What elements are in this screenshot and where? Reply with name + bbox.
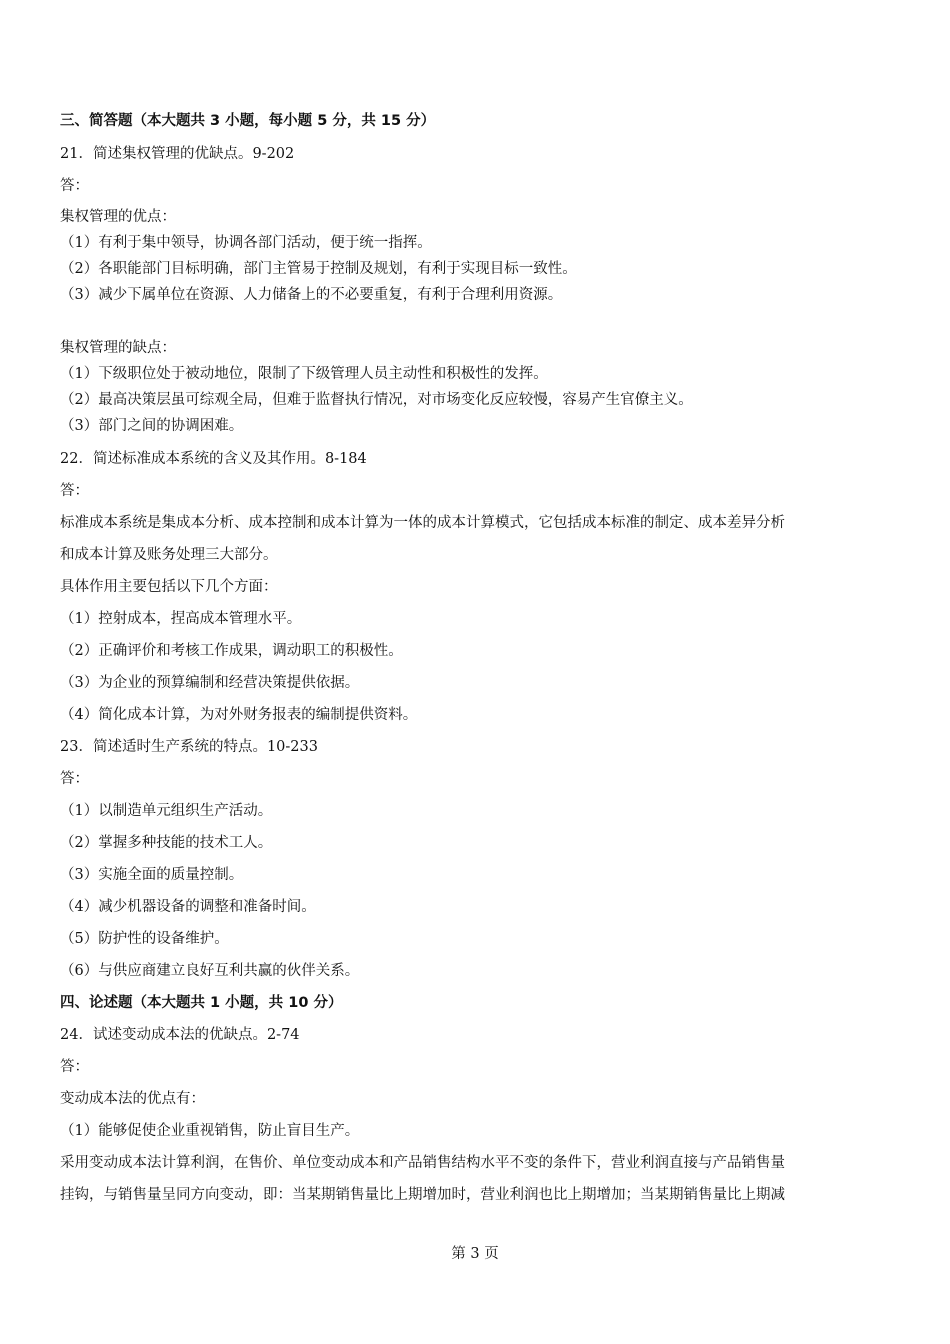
q23-point-item: （3）实施全面的质量控制。 xyxy=(60,867,244,883)
q21-cons-heading: 集权管理的缺点： xyxy=(60,340,176,356)
q23-point-item: （6）与供应商建立良好互利共赢的伙伴关系。 xyxy=(60,963,360,979)
q24-pros-heading: 变动成本法的优点有： xyxy=(60,1091,205,1107)
q21-pro-item: （2）各职能部门目标明确，部门主管易于控制及规划，有利于实现目标一致性。 xyxy=(60,261,577,277)
question-22-answer-label: 答： xyxy=(60,483,89,499)
q22-function-item: （4）简化成本计算，为对外财务报表的编制提供资料。 xyxy=(60,707,418,723)
q24-paragraph-line: 采用变动成本法计算利润，在售价、单位变动成本和产品销售结构水平不变的条件下，营业利润直接与产品销售量 xyxy=(60,1155,785,1171)
q21-pro-item: （3）减少下属单位在资源、人力储备上的不必要重复，有利于合理利用资源。 xyxy=(60,287,563,303)
question-23-answer-label: 答： xyxy=(60,771,89,787)
q22-function-item: （1）控射成本，捏高成本管理水平。 xyxy=(60,611,302,627)
section-3-heading: 三、简答题（本大题共 3 小题，每小题 5 分，共 15 分） xyxy=(60,113,436,129)
q22-definition-line: 标准成本系统是集成本分析、成本控制和成本计算为一体的成本计算模式，它包括成本标准的制定、成本差异分析 xyxy=(60,515,785,531)
q21-con-item: （3）部门之间的协调困难。 xyxy=(60,418,244,434)
q22-function-item: （2）正确评价和考核工作成果，调动职工的积极性。 xyxy=(60,643,403,659)
question-23-title: 23．简述适时生产系统的特点。10-233 xyxy=(60,739,318,755)
question-21-answer-label: 答： xyxy=(60,178,89,194)
q23-point-item: （1）以制造单元组织生产活动。 xyxy=(60,803,273,819)
q24-point-item: （1）能够促使企业重视销售，防止盲目生产。 xyxy=(60,1123,360,1139)
q23-point-item: （5）防护性的设备维护。 xyxy=(60,931,229,947)
question-24-answer-label: 答： xyxy=(60,1059,89,1075)
section-4-heading: 四、论述题（本大题共 1 小题，共 10 分） xyxy=(60,995,343,1011)
q21-pro-item: （1）有利于集中领导，协调各部门活动，便于统一指挥。 xyxy=(60,235,432,251)
q21-con-item: （2）最高决策层虽可综观全局，但难于监督执行情况，对市场变化反应较慢，容易产生官僚主义。 xyxy=(60,392,693,408)
page-number: 第 3 页 xyxy=(451,1246,499,1262)
question-21-title: 21．简述集权管理的优缺点。9-202 xyxy=(60,146,295,162)
q22-function-item: （3）为企业的预算编制和经营决策提供依据。 xyxy=(60,675,360,691)
q22-functions-heading: 具体作用主要包括以下几个方面： xyxy=(60,579,278,595)
question-24-title: 24．试述变动成本法的优缺点。2-74 xyxy=(60,1027,300,1043)
q22-definition-line: 和成本计算及账务处理三大部分。 xyxy=(60,547,278,563)
q24-paragraph-line: 挂钩，与销售量呈同方向变动，即：当某期销售量比上期增加时，营业利润也比上期增加；当某期销售量比上期减 xyxy=(60,1187,785,1203)
q21-con-item: （1）下级职位处于被动地位，限制了下级管理人员主动性和积极性的发挥。 xyxy=(60,366,548,382)
q23-point-item: （4）减少机器设备的调整和准备时间。 xyxy=(60,899,316,915)
question-22-title: 22．简述标准成本系统的含义及其作用。8-184 xyxy=(60,451,367,467)
q23-point-item: （2）掌握多种技能的技术工人。 xyxy=(60,835,273,851)
q21-pros-heading: 集权管理的优点： xyxy=(60,209,176,225)
